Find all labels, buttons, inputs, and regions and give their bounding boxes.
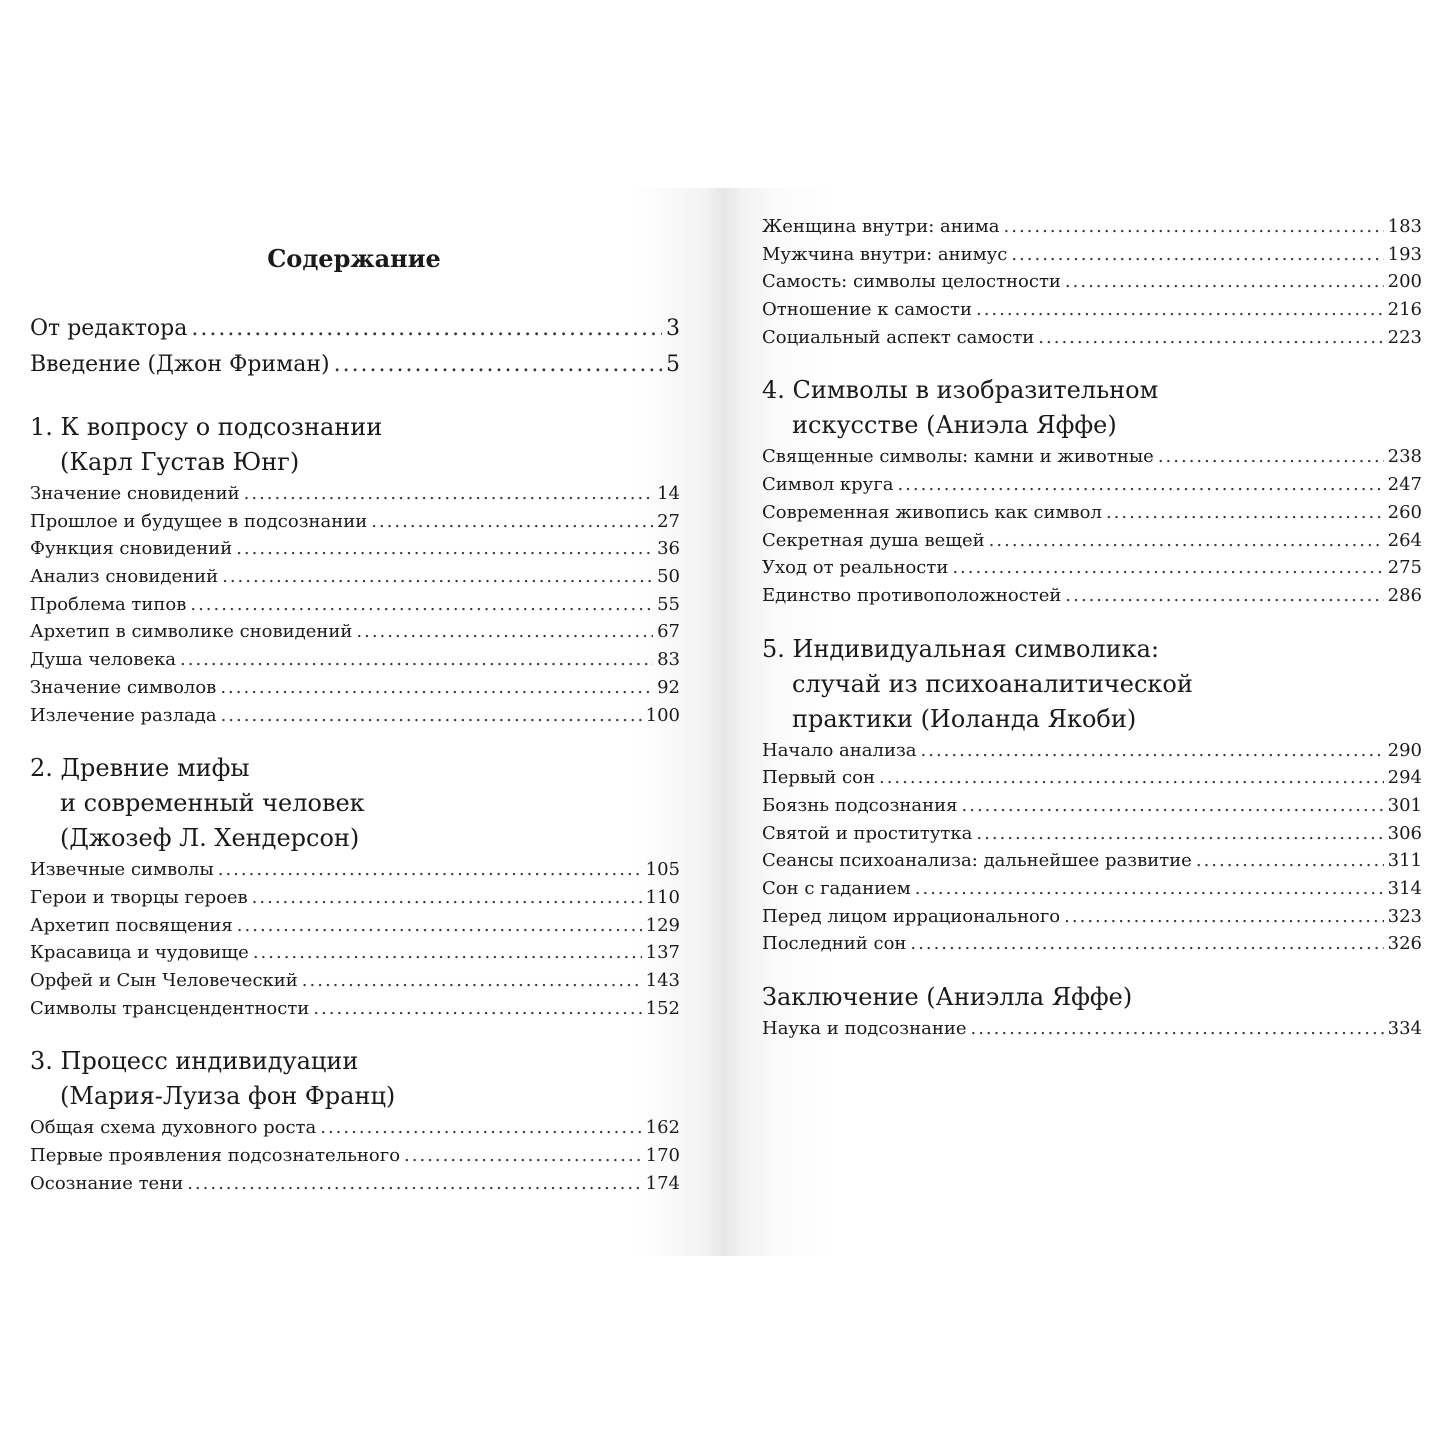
dot-leader: [910, 930, 1383, 957]
toc-entry: [762, 527, 1422, 555]
toc-entry: [762, 268, 1422, 296]
dot-leader: [897, 471, 1383, 498]
toc-entry-title: Первые проявления подсознательного: [30, 1145, 401, 1166]
toc-entry-title: Современная живопись как символ: [762, 501, 1102, 523]
toc-entry-page: 137: [645, 942, 680, 964]
dot-leader: [180, 646, 653, 673]
toc-entry-page: 92: [657, 676, 680, 698]
chapter-heading-line: 2. Древние мифы: [30, 754, 250, 783]
chapters-left: [30, 388, 680, 1197]
toc-left-column: [30, 316, 680, 1197]
section-gap: [30, 1022, 680, 1044]
toc-entry: [762, 241, 1422, 269]
toc-entry: [30, 316, 680, 352]
toc-entry-page: 326: [1387, 933, 1422, 955]
dot-leader: [237, 912, 642, 939]
dot-leader: [1196, 847, 1384, 874]
dot-leader: [302, 967, 642, 994]
dot-leader: [1065, 268, 1384, 295]
toc-entry-page: 193: [1387, 243, 1422, 265]
toc-entry-title: Сон с гаданием: [762, 878, 911, 899]
dot-leader: [915, 875, 1384, 902]
toc-entry-page: 83: [657, 649, 680, 671]
toc-entry-page: 27: [657, 510, 680, 532]
toc-entry-title: Душа человека: [30, 649, 177, 671]
toc-entry-title: Значение символов: [30, 676, 217, 698]
toc-entry: [762, 324, 1422, 352]
continued-entries-list: [762, 213, 1422, 351]
toc-entry-page: 260: [1387, 501, 1422, 523]
chapters-right: [762, 351, 1422, 1042]
toc-entry-title: Герои и творцы героев: [30, 886, 248, 908]
toc-entry: [762, 499, 1422, 527]
toc-entry-title: Символы трансцендентности: [30, 997, 310, 1019]
toc-entry-title: Символ круга: [762, 474, 894, 496]
toc-entry: [30, 995, 680, 1023]
dot-leader: [952, 554, 1383, 581]
toc-entry-page: 50: [657, 566, 680, 588]
dot-leader: [1106, 499, 1384, 526]
toc-entry-title: Отношение к самости: [762, 299, 972, 321]
chapter-heading-line: (Джозеф Л. Хендерсон): [60, 824, 360, 853]
toc-entry-page: 306: [1387, 822, 1422, 844]
toc-entry-title: Красавица и чудовище: [30, 942, 249, 964]
toc-entry-title: Функция сновидений: [30, 538, 233, 560]
dot-leader: [190, 591, 653, 618]
toc-entry: [762, 820, 1422, 848]
toc-entry-title: Значение сновидений: [30, 483, 240, 504]
toc-entry-page: 3: [666, 316, 680, 341]
section-gap: [30, 388, 680, 410]
dot-leader: [1038, 324, 1383, 351]
toc-entry: [30, 1170, 680, 1198]
toc-entry-title: Архетип в символике сновидений: [30, 621, 353, 643]
toc-entry-title: Излечение разлада: [30, 704, 217, 726]
dot-leader: [1158, 443, 1384, 470]
toc-entry: [762, 471, 1422, 499]
toc-entry-page: 5: [666, 352, 680, 377]
chapter-heading-line: 1. К вопросу о подсознании: [30, 413, 383, 441]
toc-entry: [30, 480, 680, 508]
toc-entry-title: Последний сон: [762, 933, 907, 955]
toc-entry-title: Уход от реальности: [762, 557, 949, 579]
dot-leader: [1004, 213, 1384, 240]
chapter-heading: [762, 373, 1422, 443]
toc-entry: [30, 884, 680, 912]
dot-leader: [236, 535, 653, 562]
dot-leader: [253, 939, 642, 966]
toc-entry-page: 286: [1387, 584, 1422, 606]
toc-entry-page: 334: [1387, 1018, 1422, 1040]
toc-entry-page: 162: [645, 1117, 680, 1139]
dot-leader: [252, 884, 642, 911]
section-gap: [762, 610, 1422, 632]
toc-entry-title: Введение (Джон Фриман): [30, 352, 330, 377]
book-spread: [0, 188, 1445, 1256]
toc-entry: [762, 443, 1422, 471]
toc-entry: [30, 591, 680, 619]
chapter-heading: [762, 632, 1422, 737]
toc-entry-page: 105: [645, 859, 680, 881]
toc-entry-title: Перед лицом иррационального: [762, 905, 1061, 927]
toc-entry-page: 100: [645, 704, 680, 726]
toc-entry-title: От редактора: [30, 316, 188, 341]
toc-entry-page: 67: [657, 621, 680, 643]
toc-entry-title: Осознание тени: [30, 1172, 184, 1194]
toc-entry: [762, 213, 1422, 241]
dot-leader: [371, 508, 653, 535]
toc-entry-page: 323: [1387, 905, 1422, 927]
toc-entry-title: Единство противоположностей: [762, 584, 1062, 606]
toc-entry-page: 55: [657, 593, 680, 615]
toc-entry-page: 14: [657, 483, 680, 504]
toc-entry-title: Святой и проститутка: [762, 822, 973, 844]
toc-entry: [762, 903, 1422, 931]
toc-entry-title: Начало анализа: [762, 739, 917, 761]
toc-entry-title: Сеансы психоанализа: дальнейшее развитие: [762, 850, 1192, 872]
dot-leader: [989, 527, 1384, 554]
toc-entry-page: 170: [645, 1145, 680, 1166]
toc-entry-title: Анализ сновидений: [30, 566, 219, 588]
toc-entry-title: Секретная душа вещей: [762, 529, 985, 551]
toc-entry: [30, 535, 680, 563]
toc-entry-page: 294: [1387, 767, 1422, 789]
toc-entry: [30, 912, 680, 940]
chapter-heading: [30, 410, 680, 480]
dot-leader: [976, 820, 1383, 847]
toc-entry-page: 152: [645, 997, 680, 1019]
section-gap: [762, 351, 1422, 373]
toc-entry: [30, 618, 680, 646]
section-gap: [30, 729, 680, 751]
dot-leader: [921, 737, 1384, 764]
toc-entry-title: Прошлое и будущее в подсознании: [30, 510, 368, 532]
toc-entry-title: Священные символы: камни и животные: [762, 446, 1154, 468]
toc-entry-title: Архетип посвящения: [30, 914, 233, 936]
toc-entry: [762, 296, 1422, 324]
chapter-heading-line: и современный человек: [60, 789, 365, 818]
toc-entry: [762, 875, 1422, 903]
chapter-heading-line: практики (Иоланда Якоби): [792, 704, 1137, 733]
dot-leader: [222, 563, 653, 590]
dot-leader: [962, 792, 1384, 819]
toc-entry-title: Мужчина внутри: анимус: [762, 243, 1008, 265]
toc-entry: [30, 352, 680, 388]
toc-entry: [30, 856, 680, 884]
dot-leader: [1011, 241, 1383, 268]
toc-entry-title: Женщина внутри: анима: [762, 216, 1000, 237]
toc-entry-title: Общая схема духовного роста: [30, 1117, 317, 1139]
dot-leader: [879, 764, 1384, 791]
dot-leader: [970, 1015, 1383, 1042]
toc-entry-title: Наука и подсознание: [762, 1018, 967, 1040]
dot-leader: [356, 618, 653, 645]
chapter-heading-line: Заключение (Аниэлла Яффе): [762, 983, 1133, 1012]
toc-entry-title: Проблема типов: [30, 593, 187, 615]
toc-entry-page: 36: [657, 538, 680, 560]
toc-entry-title: Извечные символы: [30, 859, 214, 881]
chapter-heading: [30, 1044, 680, 1114]
chapter-heading-line: (Мария-Луиза фон Франц): [60, 1082, 396, 1111]
toc-entry: [30, 939, 680, 967]
toc-entry-title: Самость: символы целостности: [762, 271, 1061, 293]
toc-entry: [762, 1015, 1422, 1043]
toc-entry-title: Социальный аспект самости: [762, 326, 1035, 348]
chapter-heading-line: искусстве (Аниэла Яффе): [792, 411, 1117, 440]
dot-leader: [313, 995, 641, 1022]
toc-entry: [30, 1142, 680, 1170]
toc-entry: [762, 582, 1422, 610]
toc-entry-title: Орфей и Сын Человеческий: [30, 969, 298, 991]
toc-entry: [762, 847, 1422, 875]
toc-entry-page: 216: [1387, 299, 1422, 321]
toc-right-column: [762, 213, 1422, 1043]
dot-leader: [218, 856, 642, 883]
section-gap: [762, 958, 1422, 980]
toc-entry: [762, 737, 1422, 765]
dot-leader: [220, 674, 653, 701]
toc-entry-page: 290: [1387, 739, 1422, 761]
dot-leader: [334, 352, 662, 377]
chapter-heading-line: (Карл Густав Юнг): [60, 448, 300, 476]
toc-entry-page: 174: [645, 1172, 680, 1194]
toc-entry: [30, 508, 680, 536]
toc-entry-page: 301: [1387, 794, 1422, 816]
toc-entry-page: 311: [1387, 850, 1422, 872]
dot-leader: [1065, 582, 1383, 609]
toc-entry-page: 275: [1387, 557, 1422, 579]
toc-entry: [30, 563, 680, 591]
toc-entry-page: 183: [1387, 216, 1422, 237]
toc-entry-page: 247: [1387, 474, 1422, 496]
chapter-heading-line: 3. Процесс индивидуации: [30, 1047, 359, 1076]
dot-leader: [320, 1114, 641, 1141]
toc-entry: [762, 764, 1422, 792]
toc-entry-page: 264: [1387, 529, 1422, 551]
chapter-heading-line: 5. Индивидуальная символика:: [762, 634, 1160, 663]
toc-entry-page: 314: [1387, 878, 1422, 899]
toc-entry: [762, 792, 1422, 820]
dot-leader: [404, 1142, 642, 1169]
toc-entry: [30, 646, 680, 674]
toc-entry-page: 110: [645, 886, 680, 908]
toc-entry: [762, 554, 1422, 582]
toc-title: Содержание: [267, 244, 441, 273]
toc-entry: [30, 674, 680, 702]
toc-entry-page: 223: [1387, 326, 1422, 348]
chapter-heading-line: 4. Символы в изобразительном: [762, 376, 1159, 405]
toc-entry-page: 238: [1387, 446, 1422, 468]
toc-entry: [30, 702, 680, 730]
toc-entry: [30, 1114, 680, 1142]
toc-entry: [30, 967, 680, 995]
front-matter-list: [30, 316, 680, 388]
dot-leader: [221, 702, 642, 729]
dot-leader: [1064, 903, 1383, 930]
toc-entry: [762, 930, 1422, 958]
chapter-heading: [762, 980, 1422, 1015]
dot-leader: [244, 480, 653, 507]
toc-entry-title: Боязнь подсознания: [762, 794, 958, 816]
chapter-heading-line: случай из психоаналитической: [792, 669, 1193, 698]
toc-entry-page: 129: [645, 914, 680, 936]
dot-leader: [191, 316, 662, 341]
toc-entry-title: Первый сон: [762, 767, 875, 789]
dot-leader: [187, 1170, 641, 1197]
dot-leader: [976, 296, 1384, 323]
toc-entry-page: 200: [1387, 271, 1422, 293]
toc-entry-page: 143: [645, 969, 680, 991]
chapter-heading: [30, 751, 680, 856]
